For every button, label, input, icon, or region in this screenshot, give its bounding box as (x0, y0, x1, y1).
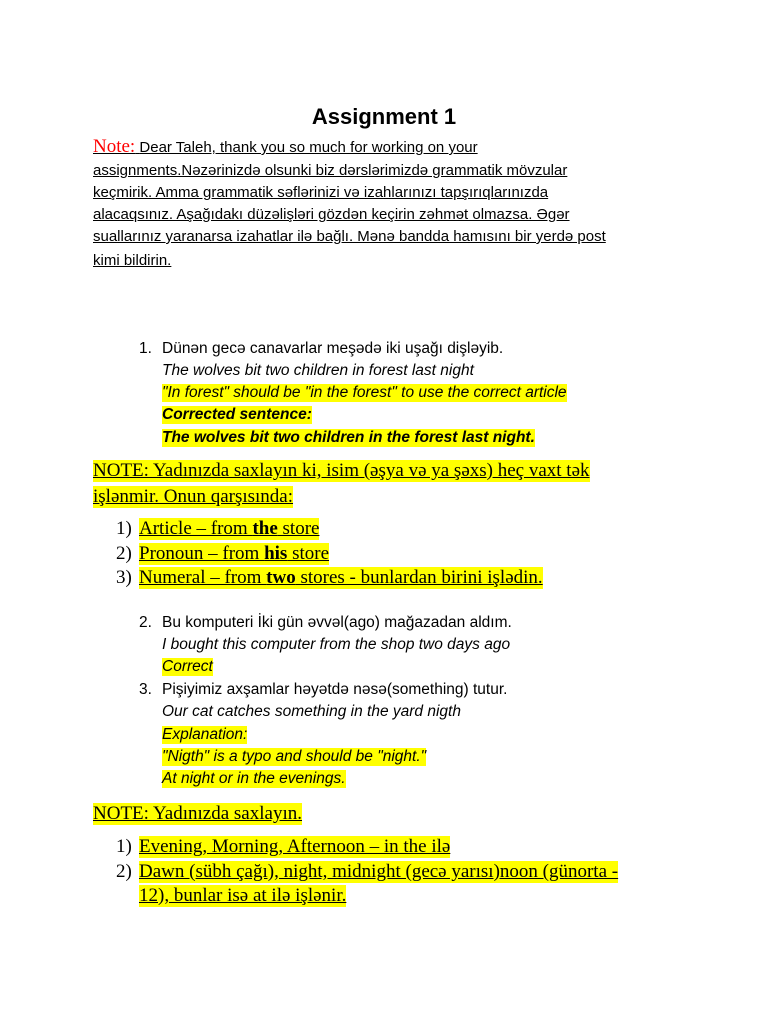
list-item: Article – from the store (139, 518, 320, 539)
list-item: Dawn (sübh çağı), night, midnight (gecə yarısı)noon (günorta - (139, 861, 619, 882)
list-number: 2) (116, 861, 132, 882)
item-question: Bu komputeri İki gün əvvəl(ago) mağazadan aldım. (162, 614, 512, 631)
note-line: keçmirik. Amma grammatik səflərinizi və izahlarınızı tapşırıqlarınızda (93, 184, 549, 201)
note-line: suallarınız yaranarsa izahatlar ilə bağlı. Mənə bandda hamısını bir yerdə post (93, 228, 606, 245)
list-item: Pronoun – from his store (139, 543, 330, 564)
corrected-sentence: The wolves bit two children in the forest last night. (162, 429, 535, 446)
corrected-label: Corrected sentence: (162, 406, 312, 423)
note-line: kimi bildirin. (93, 252, 172, 269)
item-number: 3. (139, 681, 152, 698)
note-line: assignments.Nəzərinizdə olsunki biz dərslərimizdə grammatik mövzular (93, 162, 568, 179)
list-number: 3) (116, 567, 132, 588)
list-number: 1) (116, 518, 132, 539)
item-answer: The wolves bit two children in forest last night (162, 362, 474, 379)
item-comment: "In forest" should be "in the forest" to use the correct article (162, 384, 567, 401)
note-heading: NOTE: Yadınızda saxlayın ki, isim (əşya və ya şəxs) heç vaxt tək (93, 460, 590, 481)
note-line: alacaqsınız. Aşağıdakı düzəlişləri gözdən keçirin zəhmət olmazsa. Əgər (93, 206, 570, 223)
item-status: Correct (162, 658, 213, 675)
explanation-text: "Nigth" is a typo and should be "night." (162, 748, 427, 765)
note-heading: işlənmir. Onun qarşısında: (93, 486, 294, 507)
item-number: 2. (139, 614, 152, 631)
list-number: 2) (116, 543, 132, 564)
explanation-extra: At night or in the evenings. (162, 770, 346, 787)
list-number: 1) (116, 836, 132, 857)
item-answer: Our cat catches something in the yard nigth (162, 703, 461, 720)
item-number: 1. (139, 340, 152, 357)
list-item: Numeral – from two stores - bunlardan birini işlədin. (139, 567, 543, 588)
explanation-label: Explanation: (162, 726, 248, 743)
item-question: Pişiyimiz axşamlar həyətdə nəsə(something) tutur. (162, 681, 508, 698)
note-heading: NOTE: Yadınızda saxlayın. (93, 803, 302, 824)
note-label: Note: (93, 136, 136, 157)
item-answer: I bought this computer from the shop two days ago (162, 636, 511, 653)
note-line: Dear Taleh, thank you so much for working on your (139, 139, 478, 156)
list-item: Evening, Morning, Afternoon – in the ilə (139, 836, 451, 857)
list-item-continuation: 12), bunlar isə at ilə işlənir. (139, 885, 347, 906)
page-title: Assignment 1 (311, 104, 457, 129)
item-question: Dünən gecə canavarlar meşədə iki uşağı dişləyib. (162, 340, 504, 357)
